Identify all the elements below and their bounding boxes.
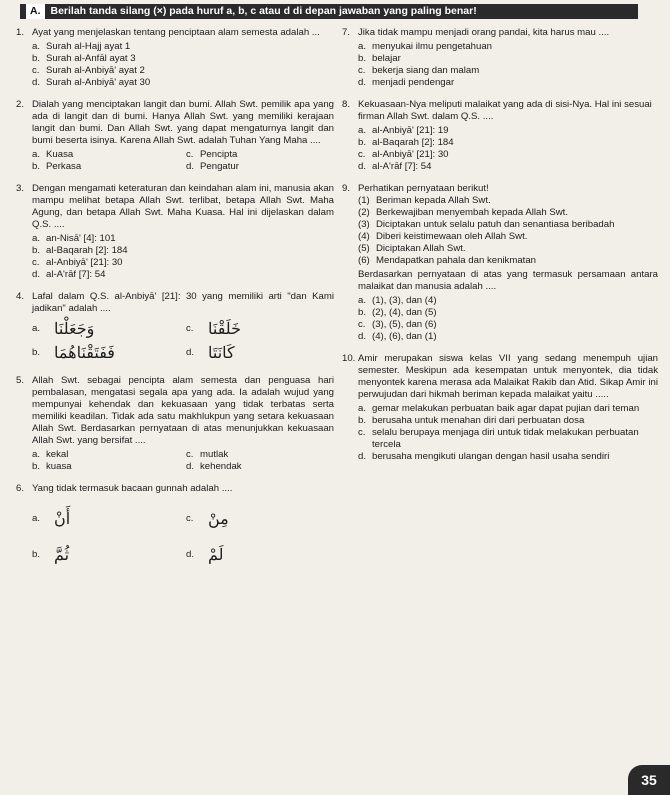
option-c[interactable]: c. mutlak — [186, 449, 229, 460]
option-b[interactable]: b. فَفَتَقْنَاهُمَا — [32, 343, 115, 362]
statement-list — [358, 195, 658, 267]
options — [32, 449, 334, 473]
question-text: Dialah yang menciptakan langit dan bumi. Allah Swt. pemilik apa yang ada di langit dan di bumi. Hanya Allah Swt. yang memiliki kerajaan langit dan bumi. Dan Allah Swt. yang dapat mengaturnya langit dan bumi beserta isinya. Karena Allah Swt. adalah Tuhan Yang Maha .... — [32, 99, 334, 146]
option-d[interactable]: d. menjadi pendengar — [358, 77, 455, 88]
question-5 — [16, 375, 334, 473]
option-b[interactable]: b. belajar — [358, 53, 401, 64]
option-b[interactable]: b. al-Baqarah [2]: 184 — [32, 245, 128, 256]
question-number: 3. — [16, 183, 25, 194]
option-a[interactable]: a. gemar melakukan perbuatan baik agar dapat pujian dari teman — [358, 403, 640, 414]
question-followup: Berdasarkan pernyataan di atas yang termasuk persamaan antara malaikat dan manusia adalah .... — [358, 269, 658, 292]
question-10 — [342, 353, 658, 463]
option-b[interactable]: b. Surah al-Anfāl ayat 3 — [32, 53, 136, 64]
option-d[interactable]: d. kehendak — [186, 461, 242, 472]
option-a[interactable]: a. al-Anbiyā' [21]: 19 — [358, 125, 449, 136]
option-b[interactable]: b. (2), (4), dan (5) — [358, 307, 437, 318]
option-a[interactable]: a. an-Nisā' [4]: 101 — [32, 233, 116, 244]
question-number: 7. — [342, 27, 351, 38]
statement-5: (5) Diciptakan Allah Swt. — [358, 243, 466, 254]
option-d[interactable]: d. لَمْ — [186, 545, 224, 564]
question-number: 1. — [16, 27, 25, 38]
option-c[interactable]: c. al-Anbiyā' [21]: 30 — [358, 149, 449, 160]
options — [358, 125, 658, 173]
question-number: 10. — [342, 353, 356, 364]
option-b[interactable]: b. Perkasa — [32, 161, 82, 172]
question-3 — [16, 183, 334, 281]
question-number: 4. — [16, 291, 25, 302]
question-number: 2. — [16, 99, 25, 110]
question-9 — [342, 183, 658, 343]
question-text: Amir merupakan siswa kelas VII yang sedang menempuh ujian semester. Meskipun ada kesempatan untuk menyontek, dia tidak menyontek karena merasa ada Malaikat Rakib dan Atid. Sikap Amir ini perwujudan dari hikmah beriman kepada malaikat yaitu ..... — [358, 353, 658, 400]
question-7 — [342, 27, 658, 89]
question-text: Yang tidak termasuk bacaan gunnah adalah .... — [32, 483, 233, 494]
page-number: 35 — [628, 765, 670, 795]
option-d[interactable]: d. al-A'rāf [7]: 54 — [358, 161, 432, 172]
options — [358, 403, 658, 463]
options — [358, 41, 658, 89]
question-text: Allah Swt. sebagai pencipta alam semesta dan penguasa hari pembalasan, mengatasi segala apa yang ada. Ia adalah wujud yang mempunyai kehendak dan kekuasaan yang tidak terbatas serta memiliki keadilan. Tidak ada satu makhlukpun yang setara kekuasaan Allah Swt. Berdasarkan pernyataan di atas menunjukkan kekuasaan Allah Swt. yang bersifat .... — [32, 375, 334, 446]
option-a[interactable]: a. وَجَعَلْنَا — [32, 319, 95, 338]
option-c[interactable]: c. bekerja siang dan malam — [358, 65, 480, 76]
question-number: 5. — [16, 375, 25, 386]
options — [32, 233, 334, 281]
option-a[interactable]: a. menyukai ilmu pengetahuan — [358, 41, 493, 52]
question-8 — [342, 99, 658, 173]
question-text: Kekuasaan-Nya meliputi malaikat yang ada di sisi-Nya. Hal ini sesuai firman Allah Swt. dalam Q.S. .... — [358, 99, 652, 122]
option-a[interactable]: a. Surah al-Hajj ayat 1 — [32, 41, 131, 52]
option-d[interactable]: d. (4), (6), dan (1) — [358, 331, 437, 342]
option-b[interactable]: b. berusaha untuk menahan diri dari perbuatan dosa — [358, 415, 585, 426]
option-a[interactable]: a. Kuasa — [32, 149, 74, 160]
option-a[interactable]: a. kekal — [32, 449, 69, 460]
options — [32, 501, 334, 573]
option-c[interactable]: c. (3), (5), dan (6) — [358, 319, 437, 330]
left-column — [16, 27, 334, 583]
instruction-bar — [20, 4, 638, 19]
option-d[interactable]: d. كَانَتَا — [186, 343, 235, 362]
question-text: Perhatikan pernyataan berikut! — [358, 183, 489, 194]
option-a[interactable]: a. (1), (3), dan (4) — [358, 295, 437, 306]
statement-1: (1) Beriman kepada Allah Swt. — [358, 195, 491, 206]
options — [358, 295, 658, 343]
options — [32, 317, 334, 365]
question-1 — [16, 27, 334, 89]
option-c[interactable]: c. Pencipta — [186, 149, 238, 160]
option-c[interactable]: c. Surah al-Anbiyā' ayat 2 — [32, 65, 145, 76]
statement-6: (6) Mendapatkan pahala dan kenikmatan — [358, 255, 537, 266]
option-d[interactable]: d. Pengatur — [186, 161, 239, 172]
question-text: Dengan mengamati keteraturan dan keindahan alam ini, manusia akan mampu melihat betapa Allah Swt. terlibat, betapa Allah Swt. Maha Agung, dan betapa Allah Swt. Maha Kuasa. Hal ini dijelaskan dalam Q.S. .... — [32, 183, 334, 230]
question-number: 8. — [342, 99, 351, 110]
question-number: 9. — [342, 183, 351, 194]
instruction-text: Berilah tanda silang (×) pada huruf a, b, c atau d di depan jawaban yang paling benar! — [50, 5, 477, 17]
option-a[interactable]: a. أَنْ — [32, 509, 71, 528]
option-c[interactable]: c. al-Anbiyā' [21]: 30 — [32, 257, 123, 268]
question-2 — [16, 99, 334, 173]
option-d[interactable]: d. berusaha mengikuti ulangan dengan hasil usaha sendiri — [358, 451, 610, 462]
statement-3: (3) Diciptakan untuk selalu patuh dan senantiasa beribadah — [358, 219, 615, 230]
options — [32, 41, 334, 89]
section-label: A. — [26, 4, 45, 19]
option-c[interactable]: c. selalu berupaya menjaga diri untuk tidak melakukan perbuatan tercela — [358, 427, 639, 450]
option-b[interactable]: b. al-Baqarah [2]: 184 — [358, 137, 454, 148]
statement-4: (4) Diberi keistimewaan oleh Allah Swt. — [358, 231, 528, 242]
option-d[interactable]: d. Surah al-Anbiyā' ayat 30 — [32, 77, 151, 88]
question-number: 6. — [16, 483, 25, 494]
question-text: Jika tidak mampu menjadi orang pandai, kita harus mau .... — [358, 27, 610, 38]
question-text: Lafal dalam Q.S. al-Anbiyā' [21]: 30 yang memiliki arti "dan Kami jadikan" adalah .... — [32, 291, 334, 314]
statement-2: (2) Berkewajiban menyembah kepada Allah Swt. — [358, 207, 568, 218]
question-4 — [16, 291, 334, 365]
option-d[interactable]: d. al-A'rāf [7]: 54 — [32, 269, 106, 280]
options — [32, 149, 334, 173]
option-c[interactable]: c. خَلَقْنَا — [186, 319, 241, 338]
question-6 — [16, 483, 334, 573]
question-text: Ayat yang menjelaskan tentang penciptaan alam semesta adalah ... — [32, 27, 320, 38]
option-b[interactable]: b. ثُمَّ — [32, 545, 70, 564]
option-c[interactable]: c. مِنْ — [186, 509, 229, 528]
option-b[interactable]: b. kuasa — [32, 461, 72, 472]
right-column — [342, 27, 658, 473]
